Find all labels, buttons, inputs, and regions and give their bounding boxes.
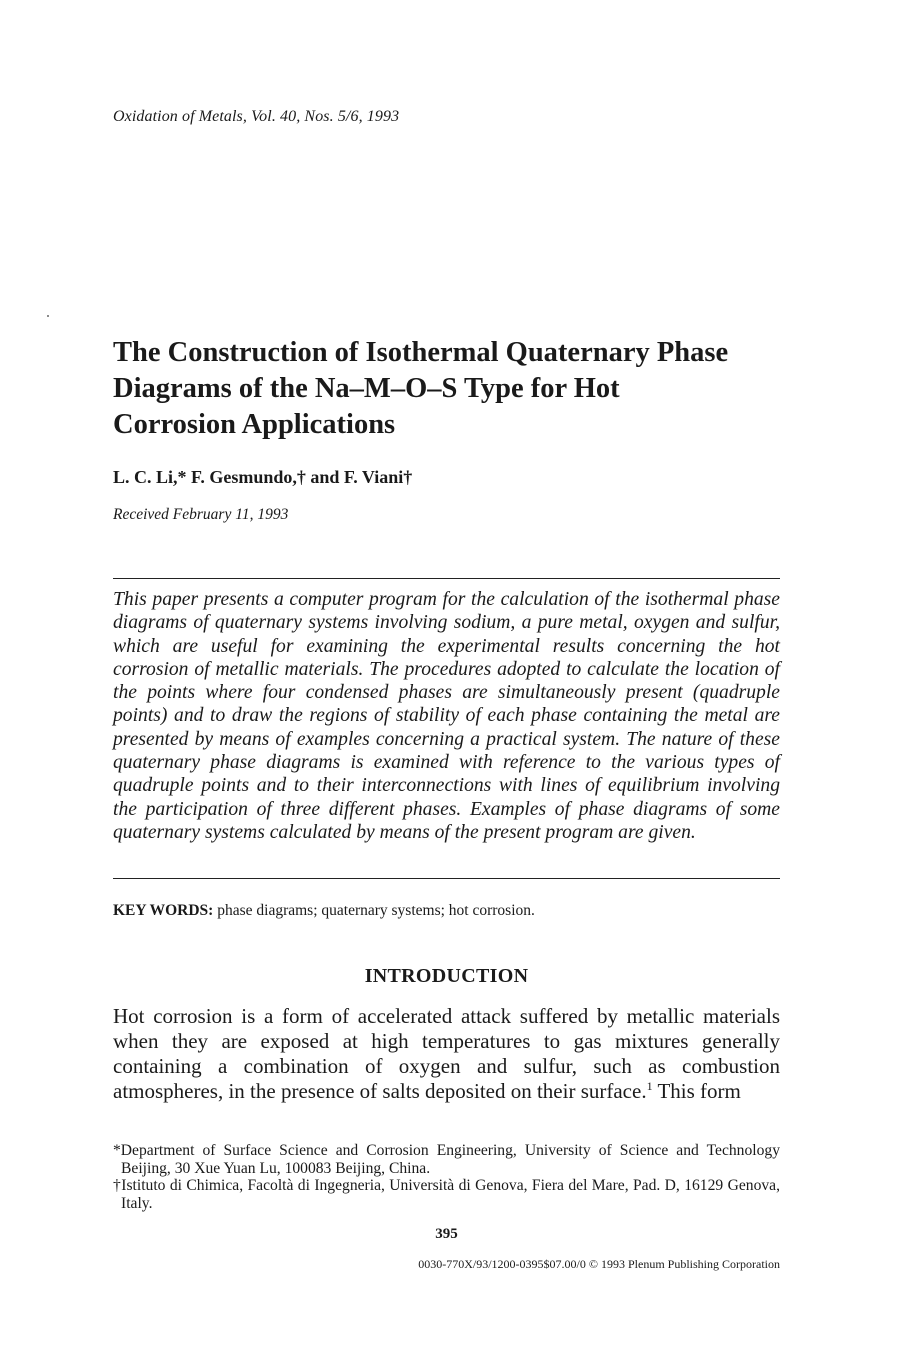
copyright-line: 0030-770X/93/1200-0395$07.00/0 © 1993 Plenum Publishing Corporation [418, 1257, 780, 1271]
introduction-text-continued: This form [652, 1079, 741, 1103]
introduction-text: Hot corrosion is a form of accelerated attack suffered by metallic materials when they are exposed at high temperatures to gas mixtures generally containing a combination of oxygen and sulfur, such as combustion atmospheres, in the presence of salts deposited on their surface. [113, 1004, 780, 1103]
author-list: L. C. Li,* F. Gesmundo,† and F. Viani† [113, 467, 413, 487]
introduction-paragraph [113, 1004, 780, 1104]
reference-marker: 1 [646, 1079, 653, 1093]
title-line: Corrosion Applications [113, 409, 396, 440]
abstract-bottom-rule [113, 878, 780, 879]
title-line: The Construction of Isothermal Quaternary Phase [113, 337, 729, 368]
footnotes [113, 1142, 780, 1212]
abstract-top-rule [113, 578, 780, 579]
keywords-list: phase diagrams; quaternary systems; hot corrosion. [217, 902, 535, 919]
footnote-affiliation: †Istituto di Chimica, Facoltà di Ingegneria, Università di Genova, Fiera del Mare, Pad. D, 16129 Genova, Italy. [113, 1177, 780, 1212]
scan-speck [47, 315, 49, 317]
journal-citation: Oxidation of Metals, Vol. 40, Nos. 5/6, 1993 [113, 108, 400, 125]
section-heading-introduction: INTRODUCTION [364, 965, 529, 987]
footnote-affiliation: *Department of Surface Science and Corrosion Engineering, University of Science and Technology Beijing, 30 Xue Yuan Lu, 100083 Beijing, China. [113, 1142, 780, 1177]
keywords [113, 902, 535, 920]
article-title [113, 335, 813, 443]
received-date: Received February 11, 1993 [113, 506, 289, 523]
title-line: Diagrams of the Na–M–O–S Type for Hot [113, 373, 620, 404]
keywords-label: KEY WORDS: [113, 902, 214, 919]
page-number: 395 [435, 1226, 458, 1242]
abstract: This paper presents a computer program for the calculation of the isothermal phase diagrams of quaternary systems involving sodium, a pure metal, oxygen and sulfur, which are useful for examining the experimental results concerning the hot corrosion of metallic materials. The procedures adopted to calculate the location of the points where four condensed phases are simultaneously present (quadruple points) and to draw the regions of stability of each phase containing the metal are presented by means of examples concerning a practical system. The nature of these quaternary phase diagrams is examined with reference to the various types of quadruple points and to their interconnections with lines of equilibrium involving the participation of three different phases. Examples of phase diagrams of some quaternary systems calculated by means of the present program are given. [113, 589, 780, 843]
